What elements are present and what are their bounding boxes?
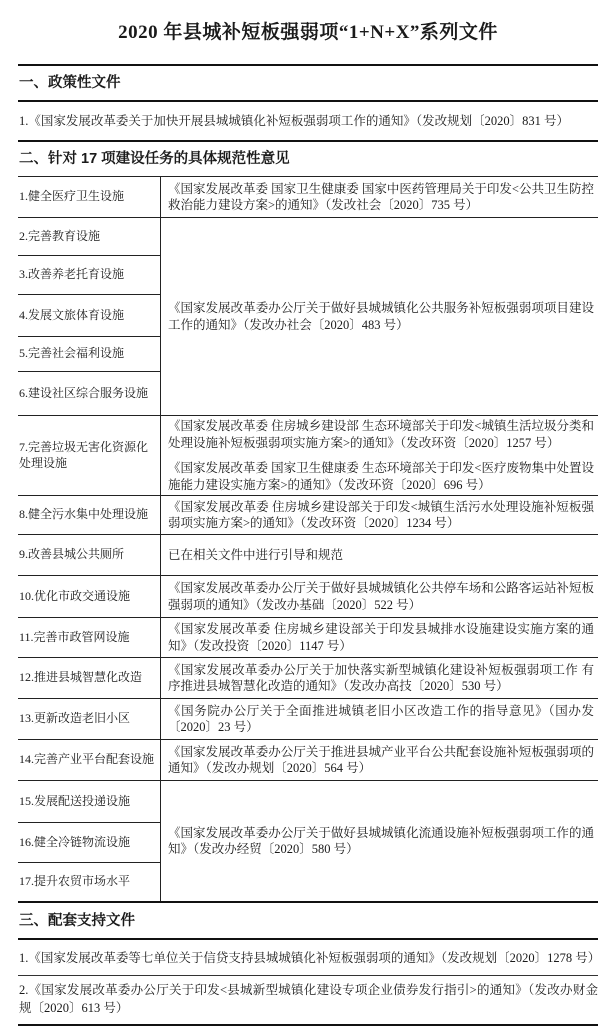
table-row — [18, 781, 598, 823]
doc-ref-merged: 《国家发展改革委办公厅关于做好县城城镇化公共服务补短板强弱项项目建设工作的通知》（发改办社会〔2020〕483 号） — [161, 218, 599, 416]
task-label: 10.优化市政交通设施 — [18, 576, 161, 618]
table-row — [18, 177, 598, 218]
task-label: 2.完善教育设施 — [18, 218, 161, 256]
task-label: 9.改善县城公共厕所 — [18, 535, 161, 576]
table-row — [18, 576, 598, 618]
table-row — [18, 535, 598, 576]
tasks-table — [18, 176, 598, 903]
doc-ref: 《国家发展改革委 住房城乡建设部关于印发<城镇生活污水处理设施补短板强弱项实施方案>的通知》（发改环资〔2020〕1234 号） — [161, 496, 599, 535]
doc-ref: 《国家发展改革委办公厅关于做好县城城镇化公共停车场和公路客运站补短板强弱项的通知》（发改办基础〔2020〕522 号） — [161, 576, 599, 618]
task-label: 3.改善养老托育设施 — [18, 256, 161, 295]
section-1-item-1: 1.《国家发展改革委关于加快开展县城城镇化补短板强弱项工作的通知》（发改规划〔2020〕831 号） — [19, 114, 570, 128]
task-label: 4.发展文旅体育设施 — [18, 295, 161, 337]
doc-ref: 《国家发展改革委 国家卫生健康委 生态环境部关于印发<医疗废物集中处置设施能力建设实施方案>的通知》（发改环资〔2020〕696 号） — [168, 461, 594, 492]
section-2-heading — [18, 140, 598, 176]
section-3-heading — [18, 903, 598, 940]
task-label: 6.建设社区综合服务设施 — [18, 372, 161, 416]
table-row — [18, 699, 598, 740]
table-row — [18, 218, 598, 256]
table-row — [18, 658, 598, 699]
task-label: 5.完善社会福利设施 — [18, 337, 161, 372]
task-label: 14.完善产业平台配套设施 — [18, 740, 161, 781]
task-label: 17.提升农贸市场水平 — [18, 863, 161, 903]
section-2-heading-label: 二、针对 17 项建设任务的具体规范性意见 — [19, 151, 290, 168]
section-1-heading — [18, 64, 598, 102]
table-row — [18, 740, 598, 781]
page-title: 2020 年县城补短板强弱项“1+N+X”系列文件 — [118, 22, 498, 43]
table-row — [18, 618, 598, 658]
task-label: 8.健全污水集中处理设施 — [18, 496, 161, 535]
doc-ref: 《国家发展改革委办公厅关于推进县城产业平台公共配套设施补短板强弱项的通知》（发改办规划〔2020〕564 号） — [161, 740, 599, 781]
doc-ref: 《国家发展改革委办公厅关于加快落实新型城镇化建设补短板强弱项工作 有序推进县城智慧化改造的通知》（发改办高技〔2020〕530 号） — [161, 658, 599, 699]
doc-ref: 《国家发展改革委 住房城乡建设部 生态环境部关于印发<城镇生活垃圾分类和处理设施补短板强弱项实施方案>的通知》（发改环资〔2020〕1257 号） — [168, 419, 594, 450]
doc-ref-group — [161, 416, 599, 496]
doc-ref: 《国家发展改革委 国家卫生健康委 国家中医药管理局关于印发<公共卫生防控救治能力建设方案>的通知》（发改社会〔2020〕735 号） — [161, 177, 599, 218]
doc-ref: 已在相关文件中进行引导和规范 — [161, 535, 599, 576]
task-label: 13.更新改造老旧小区 — [18, 699, 161, 740]
task-label: 12.推进县城智慧化改造 — [18, 658, 161, 699]
table-row — [18, 496, 598, 535]
doc-ref-merged: 《国家发展改革委办公厅关于做好县城城镇化流通设施补短板强弱项工作的通知》（发改办经贸〔2020〕580 号） — [168, 825, 594, 857]
task-label: 11.完善市政管网设施 — [18, 618, 161, 658]
task-label: 15.发展配送投递设施 — [18, 781, 161, 823]
section-1-heading-label: 一、政策性文件 — [19, 75, 121, 91]
task-label: 7.完善垃圾无害化资源化处理设施 — [18, 416, 161, 496]
section-3-heading-label: 三、配套支持文件 — [19, 913, 135, 930]
task-label: 1.健全医疗卫生设施 — [18, 177, 161, 218]
section-3-item-1: 1.《国家发展改革委等七单位关于信贷支持县城城镇化补短板强弱项的通知》（发改规划〔2020〕1278 号） — [18, 940, 598, 976]
table-row — [18, 416, 598, 496]
section-3-item-2: 2.《国家发展改革委办公厅关于印发<县城新型城镇化建设专项企业债券发行指引>的通知》（发改办财金规〔2020〕613 号） — [18, 976, 598, 1025]
doc-ref: 《国务院办公厅关于全面推进城镇老旧小区改造工作的指导意见》（国办发〔2020〕23 号） — [161, 699, 599, 740]
doc-ref: 《国家发展改革委 住房城乡建设部关于印发县城排水设施建设实施方案的通知》（发改投资〔2020〕1147 号） — [161, 618, 599, 658]
task-label: 16.健全冷链物流设施 — [18, 823, 161, 863]
